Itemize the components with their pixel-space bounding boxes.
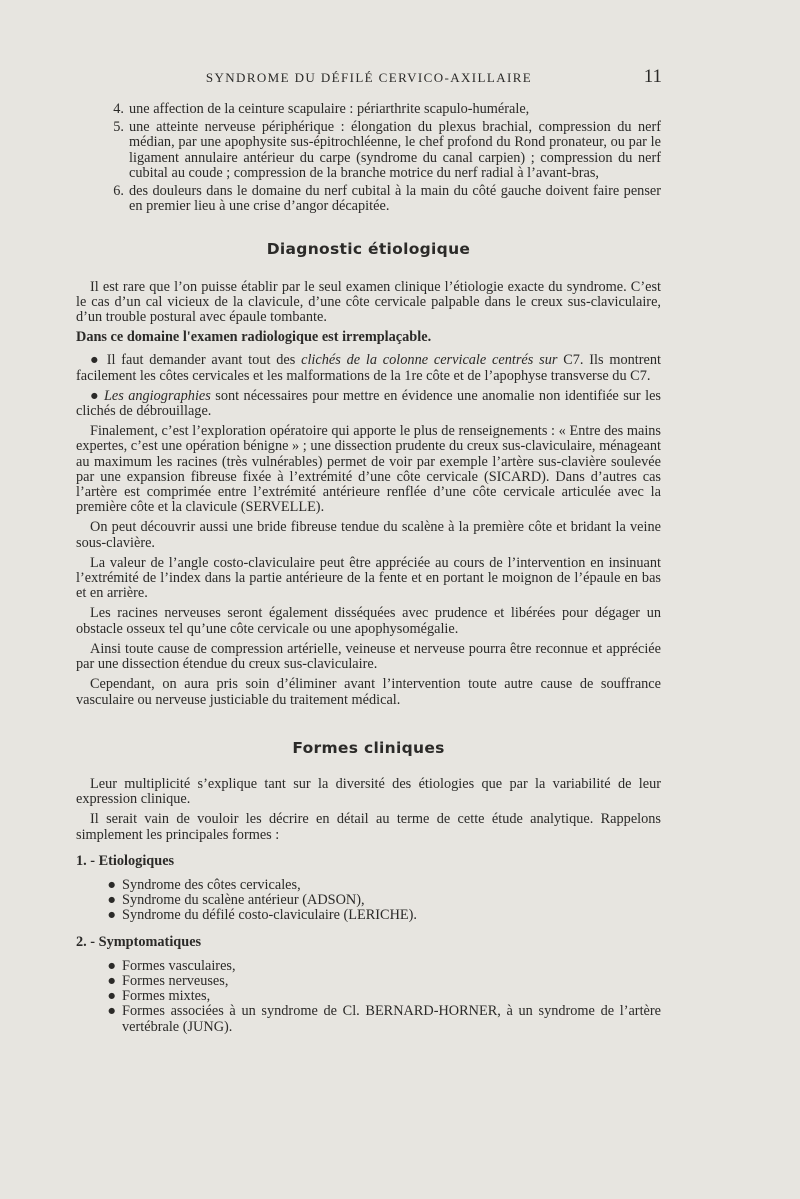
section-title-formes: Formes cliniques <box>292 738 445 757</box>
list-number: 5. <box>113 119 124 136</box>
bullet-paragraph-angiography <box>76 389 661 419</box>
list-item <box>76 1004 661 1034</box>
page-number: 11 <box>643 66 662 87</box>
bullet-dot-icon: ● <box>90 352 101 369</box>
bullet-text-italic: clichés de la colonne cervicale centrés sur <box>301 352 558 369</box>
list-text: Syndrome des côtes cervicales, <box>122 876 301 893</box>
list-text: une affection de la ceinture scapulaire : périarthrite scapulo-humérale, <box>129 101 530 117</box>
paragraph: Leur multiplicité s’explique tant sur la diversité des étiologies que par la variabilité de leur expression clinique. <box>76 775 661 808</box>
bullet-dot-icon: ● <box>107 957 116 974</box>
list-number: 4. <box>113 101 124 117</box>
bold-statement: Dans ce domaine l'examen radiologique est irremplaçable. <box>76 329 432 346</box>
list-text: Syndrome du scalène antérieur (ADSON), <box>122 892 365 909</box>
list-text: Formes mixtes, <box>122 988 211 1005</box>
list-item <box>76 959 661 974</box>
paragraph: Il serait vain de vouloir les décrire en détail au terme de cette étude analytique. Rappelons simplement les principales formes : <box>76 811 661 843</box>
subsection-title-etiologiques: 1. - Etiologiques <box>76 852 175 869</box>
list-item <box>76 989 661 1004</box>
bullet-dot-icon: ● <box>90 387 100 404</box>
list-text: Formes nerveuses, <box>122 972 229 989</box>
paragraph: On peut découvrir aussi une bride fibreuse tendue du scalène à la première côte et bridant la veine sous-clavière. <box>76 519 661 551</box>
paragraph: Finalement, c’est l’exploration opératoire qui apporte le plus de renseignements : « Entre des mains expertes, c’est une opération bénigne » ; une dissection prudente du creux sus-claviculaire, ménageant au maximum les racines (très vulnérables) permet de voir par exemple l’artère sus-clavière soulevée par une expansion fibreuse fixée à l’extrémité d’une côte cervicale (SICARD). Dans d’autres cas l’artère est comprimée entre l’extrémité antérieure renflée d’une côte cervicale articulée avec la première côte et la clavicule (SERVELLE). <box>76 423 661 516</box>
bullet-paragraph-radiology <box>76 353 661 383</box>
list-text: Formes associées à un syndrome de Cl. BERNARD-HORNER, à un syndrome de l’artère vertébrale (JUNG). <box>122 1003 661 1035</box>
bullet-text-post: sont nécessaires pour mettre en évidence une anomalie non identifiée sur les clichés de débrouillage. <box>76 387 661 420</box>
paragraph: Il est rare que l’on puisse établir par le seul examen clinique l’étiologie exacte du syndrome. C’est le cas d’un cal vicieux de la clavicule, d’une côte cervicale palpable dans le creux sus-claviculaire, d’un trouble postural avec épaule tombante. <box>76 278 661 326</box>
bullet-dot-icon: ● <box>107 892 116 909</box>
bullet-text-italic: Les angiographies <box>103 387 211 404</box>
list-text: une atteinte nerveuse périphérique : élongation du plexus brachial, compression du nerf médian, par une apophysite sus-épitrochléenne, le chef profond du Rond pronateur, ou par le ligament annulaire antérieur du carpe (syndrome du canal carpien) ; compression du nerf cubital au coude ; compression de la branche motrice du nerf radial à l’avant-bras, <box>129 119 661 181</box>
list-number: 6. <box>113 183 124 200</box>
list-item <box>76 878 661 893</box>
page-body <box>76 102 661 1035</box>
paragraph: Cependant, on aura pris soin d’éliminer avant l’intervention toute autre cause de souffrance vasculaire ou nerveuse justiciable du traitement médical. <box>76 676 661 708</box>
list-item <box>76 102 661 117</box>
list-item <box>76 120 661 181</box>
list-item <box>76 893 661 908</box>
bullet-dot-icon: ● <box>107 972 116 989</box>
bullet-dot-icon: ● <box>107 988 116 1005</box>
paragraph: Ainsi toute cause de compression artérielle, veineuse et nerveuse pourra être reconnue et appréciée par une dissection étendue du creux sus-claviculaire. <box>76 640 661 673</box>
bullet-dot-icon: ● <box>107 1003 116 1020</box>
list-item <box>76 184 661 214</box>
paragraph: La valeur de l’angle costo-claviculaire peut être appréciée au cours de l’intervention en insinuant l’extrémité de l’index dans la partie antérieure de la fente et en portant le moignon de l’épaule en bas et en arrière. <box>76 554 661 602</box>
list-text: Syndrome du défilé costo-claviculaire (LERICHE). <box>122 907 417 924</box>
running-title: SYNDROME DU DÉFILÉ CERVICO-AXILLAIRE <box>205 70 533 85</box>
subsection-title-symptomatiques: 2. - Symptomatiques <box>76 933 202 950</box>
list-item <box>76 908 661 923</box>
list-text: des douleurs dans le domaine du nerf cubital à la main du côté gauche doivent faire penser en premier lieu à une crise d’angor décapitée. <box>129 183 661 215</box>
section-title-diagnostic: Diagnostic étiologique <box>266 240 471 259</box>
bullet-text-pre: Il faut demander avant tout des <box>106 352 302 369</box>
bullet-dot-icon: ● <box>107 907 116 924</box>
list-text: Formes vasculaires, <box>122 957 236 974</box>
bullet-dot-icon: ● <box>107 876 116 893</box>
bullet-text-post: C7. Ils montrent facilement les côtes cervicales et les malformations de la 1re côte et de l’apophyse transverse du C7. <box>76 352 662 384</box>
paragraph: Les racines nerveuses seront également disséquées avec prudence et libérées pour dégager un obstacle osseux tel qu’une côte cervicale ou une apophysomégalie. <box>76 605 661 637</box>
list-item <box>76 974 661 989</box>
